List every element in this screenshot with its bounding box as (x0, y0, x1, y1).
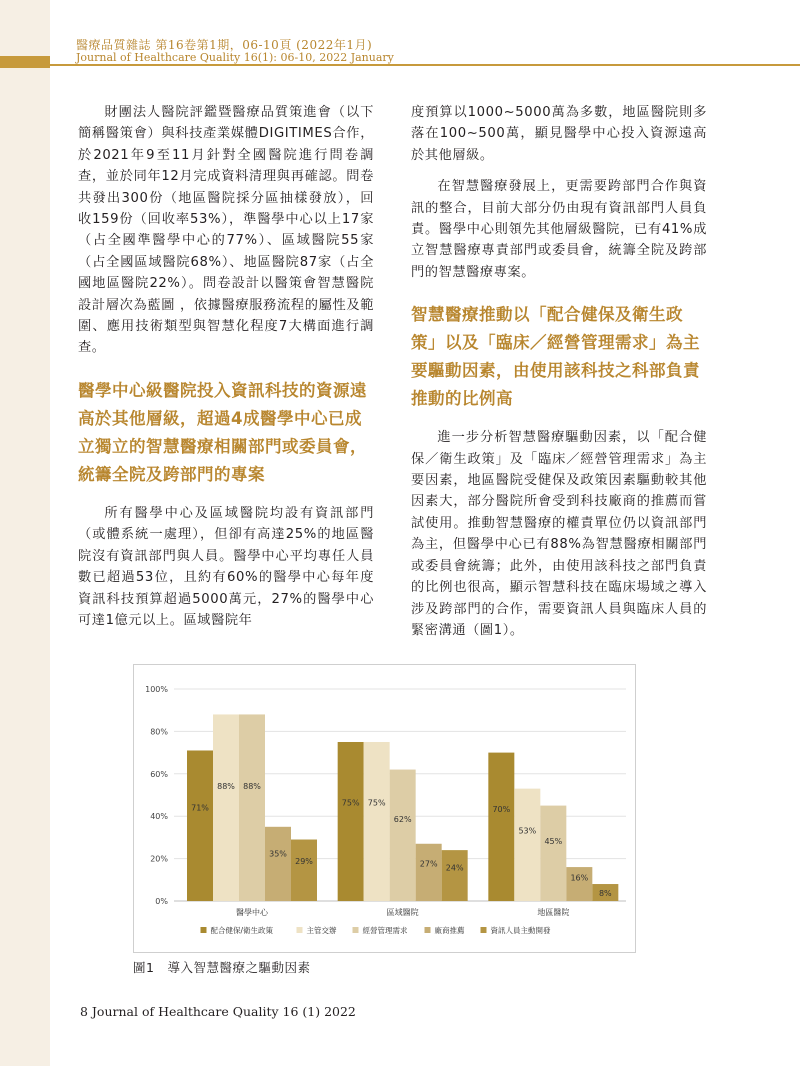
legend-swatch (353, 927, 359, 933)
legend-swatch (201, 927, 207, 933)
y-tick-label: 40% (150, 812, 168, 822)
bar (488, 753, 514, 901)
bar (338, 742, 364, 901)
y-tick-label: 20% (150, 854, 168, 864)
bar (390, 770, 416, 901)
section-heading-drivers: 智慧醫療推動以「配合健保及衛生政策」以及「臨床／經營管理需求」為主要驅動因素，由使用該科技之科部負責推動的比例高 (411, 305, 700, 409)
legend-label: 經營管理需求 (362, 926, 408, 935)
journal-title-zh: 醫療品質雜誌 第16卷第1期，06-10頁 (2022年1月) (76, 38, 373, 52)
paragraph-it-departments: 所有醫學中心及區域醫院均設有資訊部門（或體系統一處理），但卻有高達25%的地區醫院沒有資訊部門與人員。醫學中心平均專任人員數已超過53位，且約有60%的醫學中心每年度資訊科技預算超過5000萬元，27%的醫學中心可達1億元以上。區域醫院年 (78, 505, 374, 628)
section-heading-resources: 醫學中心級醫院投入資訊科技的資源遠高於其他層級，超過4成醫學中心已成立獨立的智慧醫療相關部門或委員會，統籌全院及跨部門的專案 (78, 380, 367, 484)
paragraph-budget-continued: 度預算以1000~5000萬為多數，地區醫院則多落在100~500萬，顯見醫學中心投入資源遠高於其他層級。 (411, 105, 707, 163)
data-label: 75% (367, 798, 386, 808)
page-footer: 8 Journal of Healthcare Quality 16 (1) 2022 (80, 1004, 356, 1019)
bar (291, 840, 317, 901)
header-rule (50, 64, 800, 66)
data-label: 71% (191, 803, 209, 813)
y-tick-label: 0% (155, 897, 168, 906)
x-category-label: 醫學中心 (236, 908, 268, 917)
journal-title-en: Journal of Healthcare Quality 16(1): 06-10, 2022 January (76, 51, 394, 64)
paragraph-survey-method: 財團法人醫院評鑑暨醫療品質策進會（以下簡稱醫策會）與科技產業媒體DIGITIMES合作，於2021年9至11月針對全國醫院進行問卷調查，並於同年12月完成資料清理與再確認。問卷共發出300份（地區醫院採分區抽樣發放），回收159份（回收率53%），準醫學中心以上17家（占全國準醫學中心的77%）、區域醫院55家（占全國區域醫院68%）、地區醫院87家（占全國地區醫院22%）。問卷設計以醫策會智慧醫院設計層次為藍圖 ，依據醫療服務流程的屬性及範圍、應用技術類型與智慧化程度7大構面進行調查。 (78, 105, 374, 356)
legend-label: 廠商推薦 (434, 926, 465, 935)
data-label: 16% (570, 873, 589, 883)
bar (239, 714, 265, 901)
left-column (78, 102, 374, 631)
figure-1-chart (133, 664, 636, 953)
legend-label: 配合健保/衛生政策 (210, 926, 274, 935)
data-label: 35% (269, 849, 287, 859)
y-tick-label: 60% (150, 769, 168, 779)
y-tick-label: 100% (145, 685, 168, 694)
right-column (411, 102, 707, 641)
x-category-label: 區域醫院 (386, 908, 419, 917)
bar (213, 714, 239, 901)
data-label: 27% (419, 859, 438, 869)
header-accent-bar (0, 56, 50, 68)
bar (566, 867, 592, 901)
bar (416, 844, 442, 901)
data-label: 8% (598, 889, 612, 899)
legend-swatch (425, 927, 431, 933)
legend-label: 資訊人員主動開發 (490, 926, 551, 935)
paragraph-cross-department: 在智慧醫療發展上，更需要跨部門合作與資訊的整合，目前大部分仍由現有資訊部門人員負責。醫學中心則領先其他層級醫院，已有41%成立智慧醫療專責部門或委員會，統籌全院及跨部門的智慧醫療專案。 (411, 179, 707, 280)
bar (364, 742, 390, 901)
data-label: 75% (341, 798, 360, 808)
figure-caption: 圖1 導入智慧醫療之驅動因素 (133, 960, 311, 975)
data-label: 29% (295, 857, 313, 867)
x-category-label: 地區醫院 (537, 908, 570, 917)
bar (540, 806, 566, 901)
data-label: 45% (544, 836, 563, 846)
data-label: 88% (217, 782, 235, 792)
legend-swatch (481, 927, 487, 933)
bar-chart (134, 665, 635, 952)
legend-swatch (297, 927, 303, 933)
data-label: 53% (518, 826, 537, 836)
data-label: 62% (393, 815, 412, 825)
bar (265, 827, 291, 901)
bar (514, 789, 540, 901)
bar (187, 750, 213, 901)
paragraph-driver-analysis: 進一步分析智慧醫療驅動因素，以「配合健保／衛生政策」及「臨床／經營管理需求」為主要因素，地區醫院受健保及政策因素驅動較其他因素大，部分醫院所會受到科技廠商的推薦而嘗試使用。推動智慧醫療的權責單位仍以資訊部門為主，但醫學中心已有88%為智慧醫療相關部門或委員會統籌；此外，由使用該科技之部門負責的比例也很高，顯示智慧科技在臨床場域之導入涉及跨部門的合作，需要資訊人員與臨床人員的緊密溝通（圖1）。 (411, 430, 707, 638)
bar (442, 850, 468, 901)
data-label: 88% (243, 782, 261, 792)
legend-label: 主管交辦 (306, 926, 337, 935)
data-label: 70% (492, 804, 511, 814)
side-strip (0, 0, 50, 1066)
y-tick-label: 80% (150, 727, 168, 737)
data-label: 24% (445, 863, 464, 873)
